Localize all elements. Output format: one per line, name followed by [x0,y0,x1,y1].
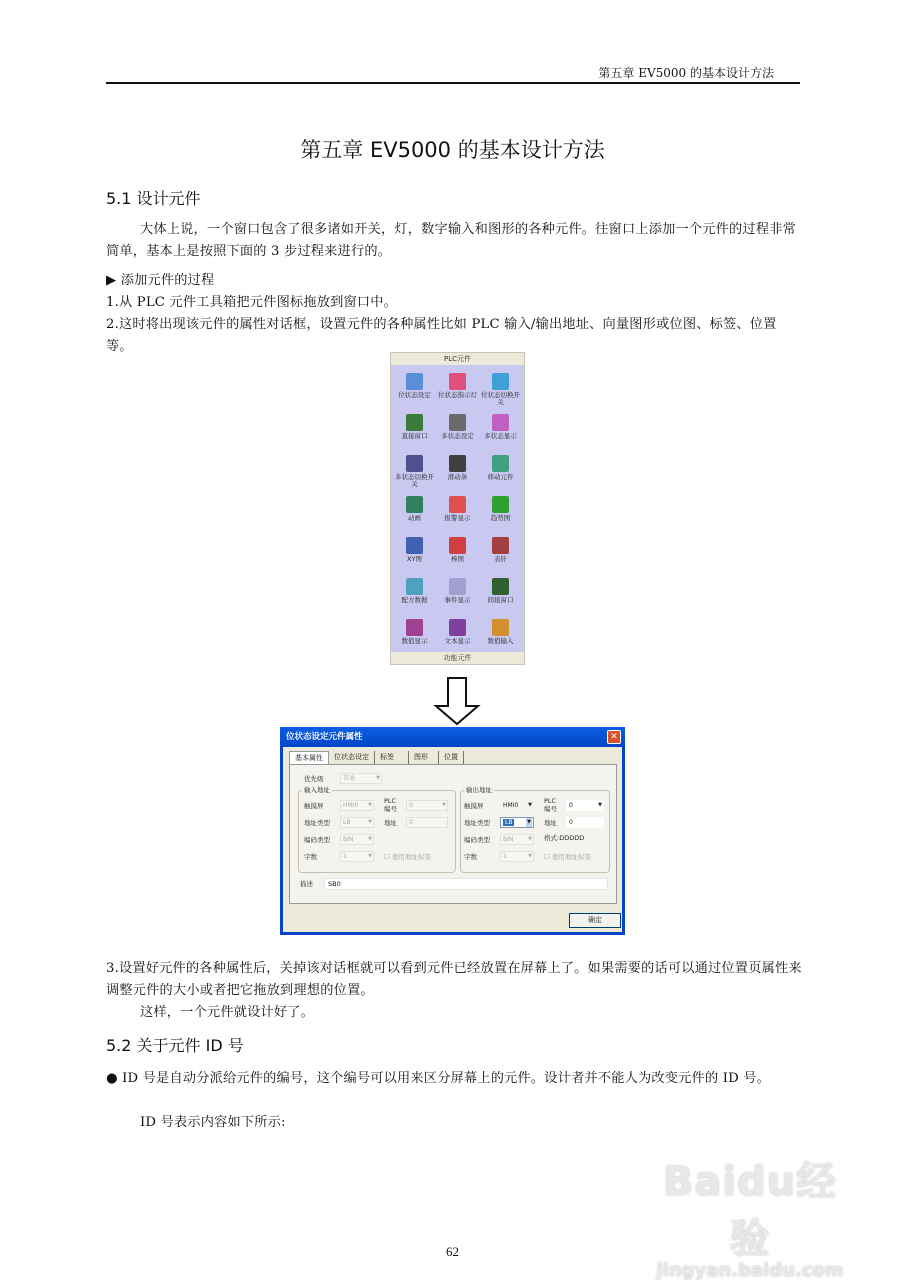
toolbox-item-label: 间接窗口 [487,596,514,604]
move-element-icon [492,455,509,472]
output-addr-field[interactable] [566,817,604,828]
tab-graphic[interactable]: 图形 [409,751,439,764]
toolbox-item[interactable] [479,533,522,574]
conclusion: 这样，一个元件就设计好了。 [140,1005,315,1020]
running-header-title: 第五章 EV5000 的基本设计方法 [598,66,774,80]
watermark-logo: Baidu经验 [662,1159,838,1262]
bar-chart-icon [449,537,466,554]
toolbox-item-label: 文本显示 [444,637,471,645]
meter-icon [492,537,509,554]
output-touch-select[interactable] [500,800,534,811]
dialog-title-bar [280,727,625,747]
input-addr-type-value: LB [343,819,351,826]
tab-label[interactable]: 标签 [375,751,409,764]
toolbox-item[interactable] [393,369,436,410]
output-plc-label: PLC 编号 [544,797,557,813]
numeric-input-icon [492,619,509,636]
chevron-down-icon: ▼ [598,802,602,808]
xy-chart-icon [406,537,423,554]
step-2: 2.这时将出现该元件的属性对话框，设置元件的各种属性比如 PLC 输入/输出地址、向量图形或位图、标签、位置等。 [106,317,777,354]
tab-panel-basic [289,764,617,904]
toolbox-item-label: 滑动条 [447,473,468,481]
input-words-label: 字数 [304,853,317,861]
chevron-down-icon: ▼ [376,775,380,781]
toolbox-item[interactable] [479,369,522,410]
indirect-window-icon [492,578,509,595]
output-addr-type-value: LB [505,819,513,826]
toolbox-item-label: XY图 [407,555,422,563]
toolbox-footer: 功能元件 [391,652,524,664]
toolbox-item[interactable] [393,451,436,492]
properties-dialog [280,727,625,935]
recipe-data-icon [406,578,423,595]
desc-label: 描述 [300,880,313,888]
toolbox-item[interactable] [436,574,479,615]
section-heading-5-2: 5.2 关于元件 ID 号 [106,1036,244,1055]
bit-lamp-icon [449,373,466,390]
toolbox-item[interactable] [479,615,522,656]
input-plc-label: PLC 编号 [384,797,397,813]
toolbox-item-label: 多状态切换开关 [395,473,434,488]
step-1: 1.从 PLC 元件工具箱把元件图标拖放到窗口中。 [106,295,398,310]
input-addr-value: 0 [409,819,413,826]
chapter-title: 第五章 EV5000 的基本设计方法 [300,138,605,162]
input-use-tag-label: 使用地址标签 [391,853,431,861]
input-addr-type-select [340,817,374,828]
chevron-down-icon: ▼ [368,836,372,842]
chevron-down-icon: ▼ [368,802,372,808]
toolbox-item[interactable] [393,615,436,656]
numeric-display-icon [406,619,423,636]
slider-icon [449,455,466,472]
input-code-value: BIN [343,836,354,843]
toolbox-item[interactable] [393,410,436,451]
intro-paragraph: 大体上说，一个窗口包含了很多诸如开关，灯，数字输入和图形的各种元件。往窗口上添加一个元件的过程非常简单，基本上是按照下面的 3 步过程来进行的。 [106,222,796,259]
input-words-select [340,851,374,862]
output-touch-label: 触摸屏 [464,802,484,810]
toolbox-item-label: 棒图 [451,555,464,563]
input-addr-label: 地址 [384,819,397,827]
toolbox-item-label: 趋势图 [490,514,511,522]
chevron-down-icon: ▼ [368,819,372,825]
desc-input[interactable]: SB0 [324,878,608,890]
bit-switch-icon [492,373,509,390]
dialog-title: 位状态设定元件属性 [286,732,363,742]
input-code-label: 编码类型 [304,836,330,844]
input-touch-label: 触摸屏 [304,802,324,810]
priority-label: 优先级 [304,775,324,783]
chevron-down-icon: ▼ [528,836,532,842]
toolbox-item-label: 数值显示 [401,637,428,645]
toolbox-item[interactable] [436,451,479,492]
input-addr-type-label: 地址类型 [304,819,330,827]
output-code-value: BIN [503,836,514,843]
output-use-tag-label: 使用地址标签 [551,853,591,861]
event-display-icon [449,578,466,595]
toolbox-item-label: 位状态指示灯 [438,391,477,399]
toolbox-item-label: 动画 [408,514,421,522]
toolbox-item[interactable] [479,410,522,451]
baidu-watermark [645,1150,855,1280]
multi-set-icon [449,414,466,431]
output-addr-value: 0 [569,819,573,826]
output-words-label: 字数 [464,853,477,861]
output-addr-label: 地址 [544,819,557,827]
input-use-tag-checkbox: ☐ 使用地址标签 [384,853,431,861]
trend-chart-icon [492,496,509,513]
ok-button[interactable]: 确定 [569,913,621,928]
input-plc-value: 0 [409,802,413,809]
toolbox-item[interactable] [479,574,522,615]
bit-set-icon [406,373,423,390]
input-touch-select [340,800,374,811]
toolbox-item-label: 报警显示 [444,514,471,522]
chevron-down-icon: ▼ [528,802,532,808]
output-format-label: 格式:DDDDD [544,834,585,842]
tab-basic[interactable]: 基本属性 [289,751,329,764]
output-plc-select[interactable] [566,800,604,811]
chevron-down-icon: ▼ [368,853,372,859]
toolbox-item[interactable] [393,492,436,533]
input-plc-select [406,800,448,811]
output-words-value: 1 [503,853,507,860]
toolbox-item[interactable] [436,369,479,410]
tab-position[interactable]: 位置 [439,751,464,764]
toolbox-item[interactable] [436,615,479,656]
toolbox-item-label: 事件显示 [444,596,471,604]
priority-select [340,773,382,784]
section-heading-5-1: 5.1 设计元件 [106,189,201,208]
toolbox-item[interactable] [436,492,479,533]
text-display-icon [449,619,466,636]
toolbox-item-label: 多状态设定 [441,432,474,440]
output-addr-type-label: 地址类型 [464,819,490,827]
output-touch-value: HMI0 [503,802,519,809]
toolbox-item-label: 移动元件 [487,473,514,481]
input-code-select [340,834,374,845]
id-bullet: ● ID 号是自动分派给元件的编号，这个编号可以用来区分屏幕上的元件。设计者并不能人为改变元件的 ID 号。 [106,1071,771,1086]
toolbox-item-label: 多状态显示 [484,432,517,440]
tab-bit-state[interactable]: 位状态设定 [329,751,375,764]
toolbox-item-label: 直接窗口 [401,432,428,440]
output-group-title: 输出地址 [466,786,492,794]
running-header [106,62,800,84]
alarm-display-icon [449,496,466,513]
priority-value: 普通 [343,775,356,782]
multi-switch-icon [406,455,423,472]
output-code-select [500,834,534,845]
step-3: 3.设置好元件的各种属性后，关掉该对话框就可以看到元件已经放置在屏幕上了。如果需要的话可以通过位置页属性来调整元件的大小或者把它拖放到理想的位置。 [106,961,802,998]
toolbox-item-label: 数值输入 [487,637,514,645]
toolbox-item[interactable] [393,533,436,574]
toolbox-item[interactable] [436,410,479,451]
output-code-label: 编码类型 [464,836,490,844]
animation-icon [406,496,423,513]
dialog-tabs [289,751,464,764]
chevron-down-icon: ▼ [528,853,532,859]
watermark-url: jingyan.baidu.com [656,1260,844,1280]
page-number: 62 [446,1244,459,1259]
toolbox-item-label: 配方数据 [401,596,428,604]
chevron-down-icon: ▼ [442,802,446,808]
toolbox-item[interactable] [479,492,522,533]
toolbox-item[interactable] [479,451,522,492]
id-follow: ID 号表示内容如下所示: [140,1115,286,1130]
direct-window-icon [406,414,423,431]
toolbox-grid [391,365,524,656]
output-plc-value: 0 [569,802,573,809]
multi-display-icon [492,414,509,431]
output-words-select [500,851,534,862]
input-group-title: 输入地址 [304,786,330,794]
toolbox-item-label: 位状态设定 [398,391,431,399]
toolbox-item-label: 位状态切换开关 [481,391,520,406]
toolbox-item-label: 表针 [494,555,507,563]
toolbox-item[interactable] [436,533,479,574]
close-icon[interactable]: ✕ [607,730,621,744]
down-arrow-icon [432,676,482,726]
toolbox-item[interactable] [393,574,436,615]
chevron-down-icon: ▼ [527,819,531,825]
plc-toolbox [390,352,525,665]
input-words-value: 1 [343,853,347,860]
toolbox-header: PLC元件 [391,353,524,365]
output-use-tag-checkbox: ☐ 使用地址标签 [544,853,591,861]
input-touch-value: HMI0 [343,802,359,809]
process-title: ▶ 添加元件的过程 [106,273,215,288]
input-addr-field [406,817,448,828]
output-addr-type-select[interactable] [500,817,534,828]
